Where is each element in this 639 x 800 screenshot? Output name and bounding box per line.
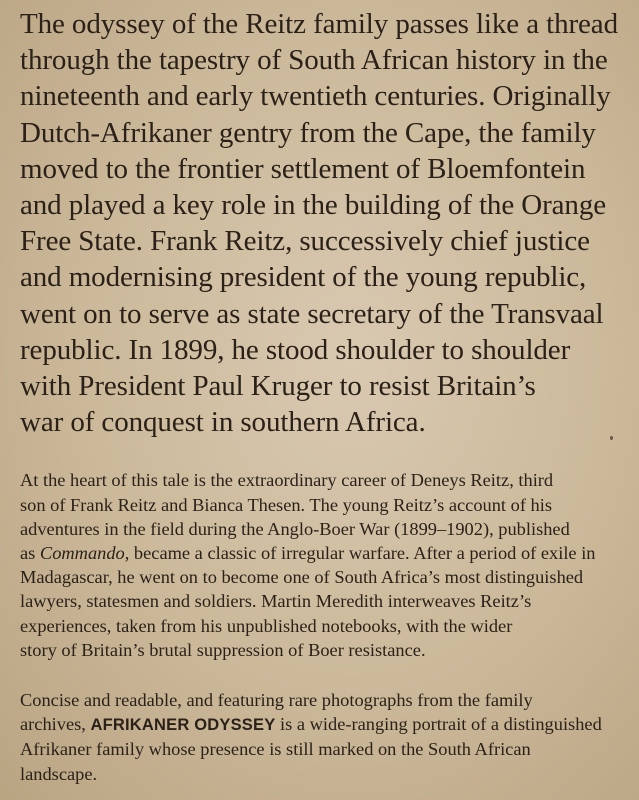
lead-line: moved to the frontier settlement of Bloemfontein [20,152,586,185]
body-line [20,541,625,565]
lead-line: nineteenth and early twentieth centuries. Originally [20,80,611,113]
body-line: Concise and readable, and featuring rare photographs from the family [20,690,533,711]
body-line: Madagascar, he went on to become one of South Africa’s most distinguished [20,567,584,588]
lead-line: Dutch-Afrikaner gentry from the Cape, the family [20,116,596,149]
body-text-segment: archives, [20,714,91,735]
career-paragraph [20,468,625,662]
lead-line: republic. In 1899, he stood shoulder to shoulder [20,333,571,366]
summary-paragraph [20,688,625,786]
body-text-segment: , became a classic of irregular warfare. After a period of exile in [124,543,596,564]
body-line: adventures in the field during the Anglo-Boer War (1899–1902), published [20,518,570,539]
body-line [20,712,625,737]
body-line: At the heart of this tale is the extraordinary career of Deneys Reitz, third [20,470,554,491]
book-title-afrikaner-odyssey: AFRIKANER ODYSSEY [90,716,276,735]
body-line: lawyers, statesmen and soldiers. Martin Meredith interweaves Reitz’s [20,591,532,612]
lead-paragraph [20,6,625,440]
lead-line: through the tapestry of South African history in the [20,44,608,77]
lead-line: with President Paul Kruger to resist Britain’s [20,370,536,403]
lead-line: The odyssey of the Reitz family passes like a thread [20,8,618,40]
lead-line: went on to serve as state secretary of the Transvaal [20,297,604,330]
body-line: experiences, taken from his unpublished notebooks, with the wider [20,615,513,636]
lead-line: and modernising president of the young republic, [20,261,587,294]
body-line: story of Britain’s brutal suppression of Boer resistance. [20,639,426,660]
book-title-commando: Commando [39,543,125,564]
lead-line: war of conquest in southern Africa. [20,406,426,439]
body-line: Afrikaner family whose presence is still marked on the South African [20,739,531,760]
body-text-segment: is a wide-ranging portrait of a distinguished [275,714,602,735]
lead-line: Free State. Frank Reitz, successively chief justice [20,225,590,258]
lead-line: and played a key role in the building of the Orange [20,189,606,222]
body-line: landscape. [20,763,98,784]
body-text-segment: as [20,543,40,564]
paper-speck-decoration [610,436,613,440]
body-line: son of Frank Reitz and Bianca Thesen. The young Reitz’s account of his [20,494,553,515]
